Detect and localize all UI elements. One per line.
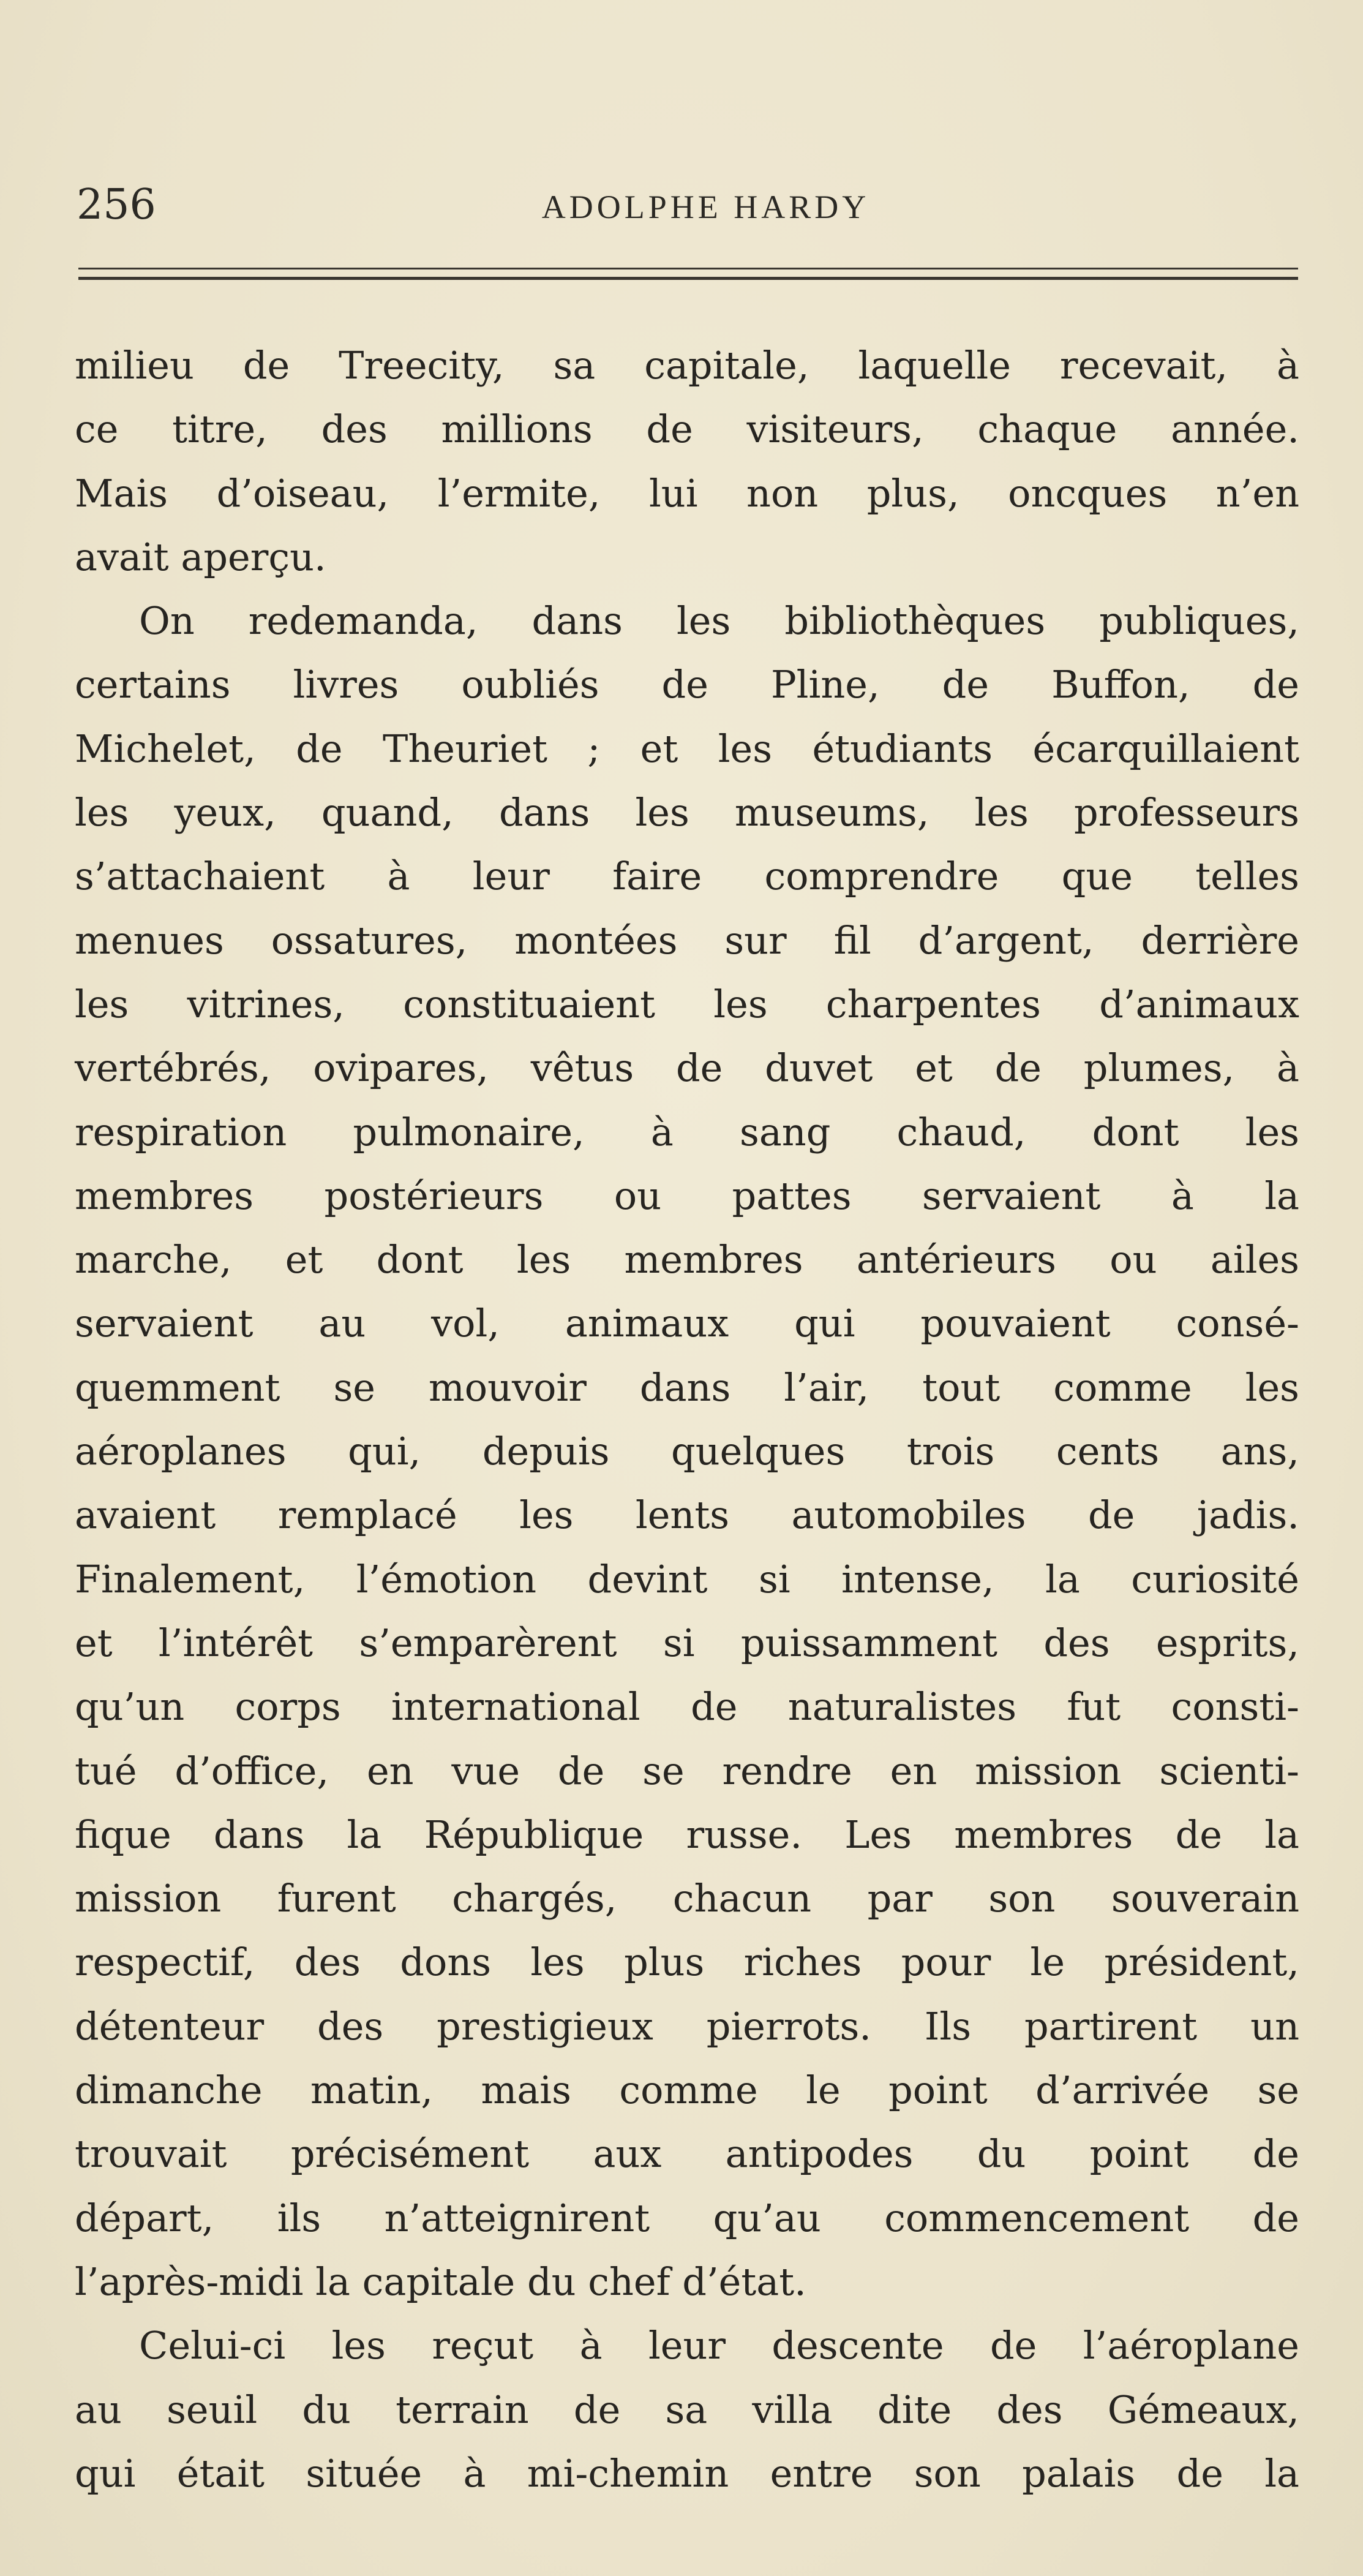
text-line: Mais d’oiseau, l’ermite, lui non plus, oncques n’en bbox=[75, 470, 1299, 516]
text-line: au seuil du terrain de sa villa dite des Gémeaux, bbox=[75, 2387, 1299, 2432]
body-text bbox=[75, 334, 1299, 2506]
text-line: menues ossatures, montées sur fil d’argent, derrière bbox=[75, 917, 1299, 963]
paragraph-3 bbox=[75, 2314, 1299, 2506]
text-line: avaient remplacé les lents automobiles de jadis. bbox=[75, 1493, 1299, 1538]
text-line: qu’un corps international de naturalistes fut consti- bbox=[75, 1684, 1299, 1730]
header-rule-thin bbox=[78, 268, 1298, 269]
text-line: On redemanda, dans les bibliothèques publiques, bbox=[139, 598, 1299, 644]
text-line: l’après-midi la capitale du chef d’état. bbox=[75, 2259, 806, 2304]
text-line: respectif, des dons les plus riches pour le président, bbox=[75, 1940, 1299, 1985]
text-line: s’attachaient à leur faire comprendre que telles bbox=[75, 854, 1299, 899]
text-line: milieu de Treecity, sa capitale, laquelle recevait, à bbox=[75, 343, 1299, 388]
text-line: certains livres oubliés de Pline, de Buffon, de bbox=[75, 662, 1299, 707]
text-line: départ, ils n’atteignirent qu’au commencement de bbox=[75, 2195, 1299, 2240]
text-line: qui était située à mi-chemin entre son palais de la bbox=[75, 2450, 1299, 2496]
text-line: fique dans la République russe. Les membres de la bbox=[75, 1812, 1299, 1857]
paragraph-1 bbox=[75, 334, 1299, 589]
text-line: et l’intérêt s’emparèrent si puissamment des esprits, bbox=[75, 1620, 1299, 1665]
text-line: Finalement, l’émotion devint si intense, la curiosité bbox=[75, 1556, 1299, 1602]
text-line: quemment se mouvoir dans l’air, tout comme les bbox=[75, 1365, 1299, 1410]
text-line: trouvait précisément aux antipodes du point de bbox=[75, 2131, 1299, 2177]
text-line: ce titre, des millions de visiteurs, chaque année. bbox=[75, 407, 1299, 452]
text-line: servaient au vol, animaux qui pouvaient consé- bbox=[75, 1301, 1299, 1346]
text-line: mission furent chargés, chacun par son souverain bbox=[75, 1876, 1299, 1921]
text-line: aéroplanes qui, depuis quelques trois cents ans, bbox=[75, 1429, 1299, 1474]
text-line: membres postérieurs ou pattes servaient à la bbox=[75, 1173, 1299, 1218]
page-header bbox=[77, 178, 1298, 233]
text-line: marche, et dont les membres antérieurs ou ailes bbox=[75, 1237, 1299, 1282]
text-line: respiration pulmonaire, à sang chaud, dont les bbox=[75, 1109, 1299, 1154]
text-line: dimanche matin, mais comme le point d’arrivée se bbox=[75, 2068, 1299, 2113]
running-title: ADOLPHE HARDY bbox=[541, 189, 870, 225]
text-line: avait aperçu. bbox=[75, 534, 326, 579]
text-line: tué d’office, en vue de se rendre en mission scienti- bbox=[75, 1748, 1299, 1793]
paragraph-2 bbox=[75, 589, 1299, 2314]
text-line: vertébrés, ovipares, vêtus de duvet et de plumes, à bbox=[75, 1045, 1299, 1091]
text-line: les yeux, quand, dans les museums, les professeurs bbox=[75, 790, 1299, 835]
text-line: détenteur des prestigieux pierrots. Ils partirent un bbox=[75, 2003, 1299, 2049]
header-rule-thick bbox=[78, 277, 1298, 280]
text-line: les vitrines, constituaient les charpentes d’animaux bbox=[75, 981, 1299, 1026]
text-line: Michelet, de Theuriet ; et les étudiants écarquillaient bbox=[75, 726, 1299, 771]
page-number: 256 bbox=[77, 181, 156, 229]
text-line: Celui-ci les reçut à leur descente de l’aéroplane bbox=[139, 2323, 1299, 2368]
